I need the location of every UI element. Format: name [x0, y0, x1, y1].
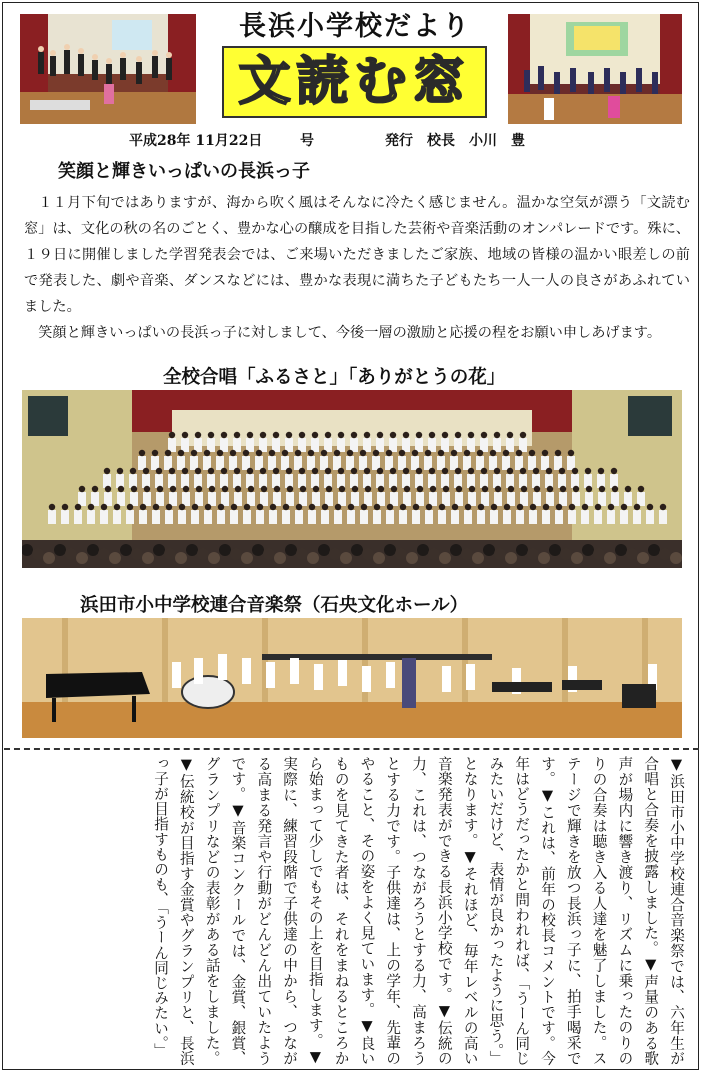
festival-section-title: 浜田市小中学校連合音楽祭（石央文化ホール） — [80, 595, 469, 616]
stage-photo-right — [508, 14, 682, 124]
article-body — [24, 190, 690, 346]
columnist-text: ▼浜田市小中学校連合音楽祭では、六年生が合唱と合奏を披露しました。▼声量のある歌声が場内に響き渡り、リズムに乗ったのりのりの合奏は聴き入る人達を魅了しました。ステージで輝きを放つ長浜っ子に、拍手喝采です。▼これは、前年の校長コメントです。今年はどうだったかと問われれば、「うーん同じみたいだけど、表情が良かったように思う。」となります。▼それほど、毎年レベルの高い音楽発表ができる長浜小学校です。▼伝統の力、これは、つながろうとする力、高まろうとする力です。子供達は、上の学年、先輩のやること、その姿をよく見ています。▼良いものを見てきた者は、それをまねるところから始まって少しでもその上を目指します。▼実際に、練習段階で子供達の中から、つながる高まる発言や行動がどんどん出ていたようです。▼音楽コンクールでは、金賞、銀賞、グランプリなどの表彰がある話をしました。▼伝統校が目指す金賞やグランプリと、長浜っ子が目指すものも、「うーん同じみたい。」 — [152, 756, 685, 1066]
publisher: 発行 校長 小川 豊 — [385, 133, 525, 149]
section-divider — [4, 748, 699, 750]
article-paragraph: １１月下旬ではありますが、海から吹く風はそんなに冷たく感じません。温かな空気が漂う「文読む窓」は、文化の秋の名のごとく、豊かな心の醸成を目指した芸術や音楽活動のオンパレードです。殊に、１９日に開催しました学習発表会では、ご来場いただきましたご家族、地域の皆様の温かい眼差しの前で発表した、劇や音楽、ダンスなどには、豊かな表現に満ちた子どもたち一人一人の良さがあふれていました。 — [24, 195, 690, 315]
stage-photo-left — [20, 14, 196, 124]
issue-number-label: 号 — [300, 133, 314, 149]
issue-date: 平成28年 11月22日 — [129, 133, 263, 149]
article-headline: 笑顔と輝きいっぱいの長浜っ子 — [58, 161, 310, 182]
article-paragraph: 笑顔と輝きいっぱいの長浜っ子に対しまして、今後一層の激励と応援の程をお願い申しあげます。 — [38, 325, 662, 341]
logo-text: 文読む窓 — [238, 52, 471, 112]
newsletter-title: 長浜小学校だより — [239, 11, 471, 42]
choir-photo — [22, 390, 682, 568]
newsletter-logo — [222, 46, 487, 118]
choir-section-title: 全校合唱「ふるさと」「ありがとうの花」 — [163, 367, 506, 388]
music-festival-photo — [22, 618, 682, 738]
